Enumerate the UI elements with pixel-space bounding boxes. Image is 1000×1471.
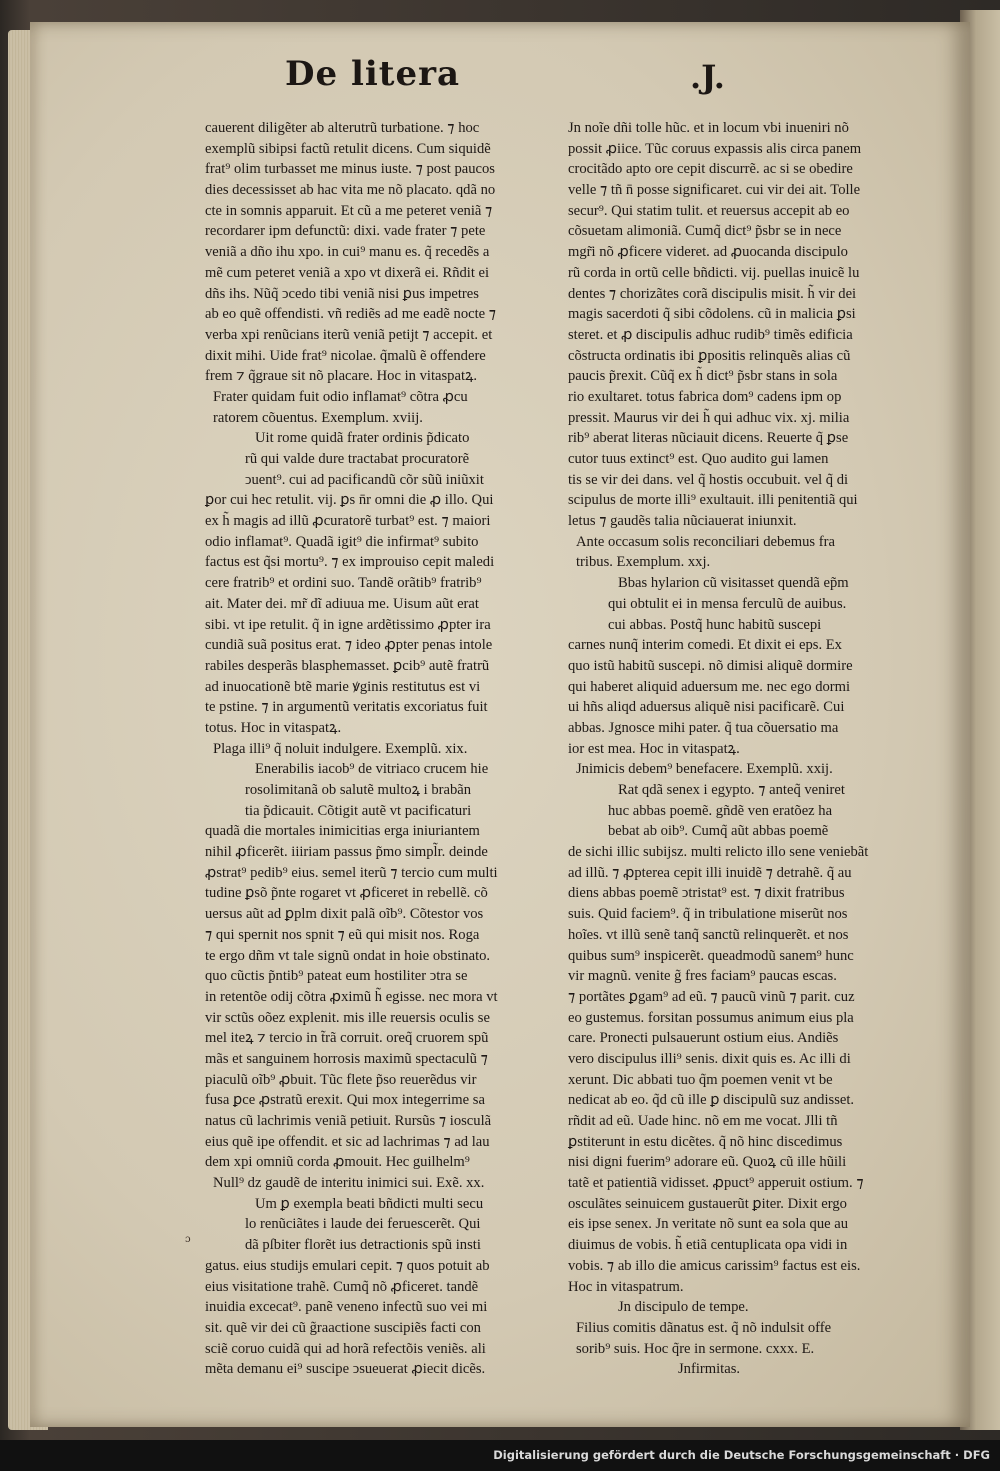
text-line: quibus sum⁹ inspicerẽt. queadmodũ sanem⁹ hunc <box>568 947 854 964</box>
text-line: ad inuocationẽ btẽ marie ꝟginis restitutus est vi <box>205 678 481 695</box>
text-line: ait. Mater dei. mr̃ dĩ adiuua me. Uisum aũt erat <box>205 595 479 612</box>
text-line: huc abbas poemẽ. gñdẽ ven eratõez ha <box>608 802 833 819</box>
text-line: Ante occasum solis reconciliari debemus fra <box>576 533 835 550</box>
text-line: sibi. vt ipe retulit. q̃ in igne ardẽtissimo ꝓpter ira <box>205 616 491 633</box>
text-line: Rat qdã senex i egypto. ⁊ anteq̃ veniret <box>618 782 845 798</box>
text-line: tatẽ et patientiã vidisset. ꝓpuct⁹ apperuit ostium. ⁊ <box>568 1175 864 1192</box>
text-line: rio exultaret. totus fabrica dom⁹ cadens ipm op <box>568 388 842 405</box>
text-line: paucis p̃rexit. Cũq̃ ex h̃ dict⁹ p̃sbr stans in sola <box>568 368 838 385</box>
text-line: letus ⁊ gaudẽs talia nũciauerat iniunxit. <box>568 513 797 530</box>
text-line: ab eo quẽ offendisti. vñ rediẽs ad me eadẽ nocte ⁊ <box>205 306 497 323</box>
text-line: cere fratrib⁹ et ordini suo. Tandẽ orãtib⁹ fratrib⁹ <box>205 575 482 592</box>
text-line: sciẽ coruo cuidã qui ad horã refectõis veniẽs. ali <box>205 1340 486 1357</box>
text-line: ex h̃ magis ad illũ ꝓcuratorẽ turbat⁹ est. ⁊ maiori <box>205 513 491 530</box>
text-line: totus. Hoc in vitaspatꝝ. <box>205 719 342 736</box>
text-line: qui obtulit ei in mensa ferculũ de auibus. <box>608 595 847 612</box>
text-line: cõsuetam alimoniã. Cumq̃ dict⁹ p̃sbr se in nece <box>568 223 842 240</box>
text-line: dã pſbiter florẽt ius detractionis spũ insti <box>245 1237 481 1254</box>
text-line: crocitãdo apto ore cepit discurrẽ. ac si se obedire <box>568 161 853 178</box>
text-line: nedicat ab eo. q̃d cũ ille ꝑ discipulũ suz andisset. <box>568 1092 855 1109</box>
text-line: nisi digni fuerim⁹ adorare eũ. Quoꝝ cũ ille hũili <box>568 1154 847 1171</box>
text-line: piaculũ oĩb⁹ ꝓbuit. Tũc flete p̃so reuerẽdus vir <box>205 1071 477 1088</box>
text-line: pressit. Maurus vir dei h̃ qui adhuc vix. xj. milia <box>568 409 850 426</box>
text-line: ad illũ. ⁊ ꝓpterea cepit illi inuidẽ ⁊ detrahẽ. q̃ au <box>568 864 852 881</box>
text-line: dem xpi omniũ corda ꝓmouit. Hec guilhelm⁹ <box>205 1154 470 1171</box>
text-line: cõstructa ordinatis ibi ꝑpositis relinquẽs alias cũ <box>568 347 851 364</box>
text-line: velle ⁊ tñ n̄ posse significaret. cui vir dei ait. Tolle <box>568 182 861 199</box>
text-line: de sichi illic subijsz. multi relicto illo sene veniebãt <box>568 844 869 861</box>
text-line: hoĩes. vt illũ senẽ tanq̃ sanctũ relinquerẽt. et nos <box>568 926 849 943</box>
text-line: natus cũ lachrimis veniã petiuit. Rursũs ⁊ iosculã <box>205 1113 492 1129</box>
text-line: mãs et sanguinem horrosis maximũ spectaculũ ⁊ <box>205 1050 488 1067</box>
text-line: mẽ cum peteret veniã a xpo vt dixerã ei. Rñdit ei <box>205 264 490 281</box>
text-line: frem ⁊ q̃graue sit nõ placare. Hoc in vitaspatꝝ. <box>205 368 478 385</box>
text-line: Null⁹ dz gaudẽ de interitu inimici sui. Exẽ. xx. <box>213 1175 485 1192</box>
text-line: Bbas hylarion cũ visitasset quendã ep̃m <box>618 575 849 592</box>
text-line: cundiã suã positus erat. ⁊ ideo ꝓpter penas intole <box>205 637 493 654</box>
text-line: ⁊ portãtes ꝑgam⁹ ad eũ. ⁊ paucũ vinũ ⁊ parit. cuz <box>568 988 855 1005</box>
text-line: dñs ihs. Nũq̃ ↄcedo tibi veniã nisi ꝑus impetres <box>205 285 479 302</box>
text-line: bebat ab oib⁹. Cumq̃ aũt abbas poemẽ <box>608 823 829 840</box>
text-line: steret. et ꝓ discipulis adhuc rudib⁹ timẽs edificia <box>568 326 853 343</box>
text-line: vir sctũs oõez explenit. mis ille reuersis oculis se <box>205 1009 490 1026</box>
text-line: Jn noĩe dñi tolle hũc. et in locum vbi inueniri nõ <box>568 120 849 136</box>
text-line: rabiles desperãs blasphemasset. ꝑcib⁹ autẽ fratrũ <box>205 657 490 674</box>
text-line: xerunt. Dic abbati tuo q̃m poemen venit vt be <box>568 1071 833 1088</box>
text-line: nihil ꝓficerẽt. iiiriam passus p̃mo simpl̃r. deinde <box>205 844 488 861</box>
text-line: cte in somnis apparuit. Et cũ a me peteret veniã ⁊ <box>205 202 493 219</box>
text-line: tudine ꝑsõ p̃nte rogaret vt ꝓficeret in rebellẽ. cõ <box>205 885 488 902</box>
text-line: eius quẽ ipe offendit. et sic ad lachrimas ⁊ ad lau <box>205 1133 490 1150</box>
text-line: gatus. eius studijs emulari cepit. ⁊ quos potuit ab <box>205 1257 490 1274</box>
text-line: diens abbas poemẽ ↄtristat⁹ est. ⁊ dixit fratribus <box>568 885 845 902</box>
text-line: ⁊ qui spernit nos spnit ⁊ eũ qui misit nos. Roga <box>205 926 480 943</box>
text-line: mgr̃i nõ ꝓficere videret. ad ꝓuocanda discipulo <box>568 244 848 261</box>
text-line: quo cũctis p̃ntib⁹ pateat eum hostiliter ↄtra se <box>205 968 468 985</box>
text-column-right <box>568 118 923 1380</box>
text-line: tribus. Exemplum. xxj. <box>576 554 711 571</box>
text-line: ꝓstrat⁹ pedib⁹ eius. semel iterũ ⁊ tercio cum multi <box>205 864 498 881</box>
stray-mark: ɔ <box>185 1234 191 1245</box>
text-line: quo istũ habitũ suscepi. nõ dimisi aliquẽ dormire <box>568 657 853 674</box>
text-line: dixit mihi. Uide frat⁹ nicolae. q̃malũ ẽ offendere <box>205 347 486 364</box>
text-line: rñdit ad eũ. Uade hinc. nõ em me vocat. Jlli tñ <box>568 1113 838 1129</box>
text-line: lo renũciãtes i laude dei feruescerẽt. Qui <box>245 1216 481 1233</box>
text-line: quadã die mortales inimicitias erga iniuriantem <box>205 823 480 840</box>
text-line: Plaga illi⁹ q̃ noluit indulgere. Exemplũ. xix. <box>213 740 468 757</box>
text-line: possit ꝓiice. Tũc coruus expassis alis circa panem <box>568 140 862 157</box>
text-line: dies decessisset ab hac vita me nõ placato. qdã no <box>205 182 496 199</box>
text-line: frat⁹ olim turbasset me minus iuste. ⁊ post paucos <box>205 161 495 178</box>
text-line: recordarer ipm defunctũ: dixi. vade frater ⁊ pete <box>205 223 486 240</box>
text-line: rosolimitanã ob salutẽ multoꝝ i brabãn <box>245 782 472 798</box>
text-line: rũ qui valde dure tractabat procuratorẽ <box>245 451 470 467</box>
text-line: Frater quidam fuit odio inflamat⁹ cõtra ꝓcu <box>213 388 468 405</box>
text-line: inuidia excecat⁹. panẽ veneno infectũ suo vei mi <box>205 1299 488 1316</box>
text-line: secur⁹. Qui statim tulit. et reuersus accepit ab eo <box>568 202 850 219</box>
text-line: sit. quẽ vir dei cũ g̃raactione suscipiẽs facti con <box>205 1319 481 1336</box>
text-line: vobis. ⁊ ab illo die amicus carissim⁹ factus est eis. <box>568 1257 861 1274</box>
text-line: scipulus de morte illi⁹ exultauit. illi penitentiã qui <box>568 492 858 509</box>
text-line: ↄuent⁹. cui ad pacificandũ cõr sũũ iniũxit <box>245 471 484 488</box>
running-head-letter: .J. <box>690 58 725 96</box>
text-line: mẽta demanu ei⁹ suscipe ↄsueuerat ꝓiecit dicẽs. <box>205 1361 486 1378</box>
text-line: Um ꝑ exempla beati bñdicti multi secu <box>255 1195 484 1212</box>
text-line: eis ipse senex. Jn veritate nõ sunt ea sola que au <box>568 1216 849 1233</box>
text-line: ui hñs aliqd aduersus aliquẽ nisi pacificarẽ. Cui <box>568 699 845 716</box>
text-line: ꝑstiterunt in estu dicẽtes. q̃ nõ hinc discedimus <box>568 1133 843 1150</box>
running-head-title: De litera <box>285 54 461 94</box>
text-line: te pstine. ⁊ in argumentũ veritatis excoriatus fuit <box>205 699 488 716</box>
text-line: rũ corda in ortũ celle bñdicti. vij. puellas inuicẽ lu <box>568 264 860 281</box>
text-line: verba xpi renũcians iterũ veniã petijt ⁊ accepit. et <box>205 326 493 343</box>
text-line: Jnimicis debem⁹ benefacere. Exemplũ. xxij. <box>576 761 833 778</box>
text-line: suis. Quid faciem⁹. q̃ in tribulatione miserũt nos <box>568 906 848 923</box>
text-line: carnes nunq̃ interim comedi. Et dixit ei eps. Ex <box>568 637 842 654</box>
text-line: eo gustemus. forsitan possumus animum eius pla <box>568 1009 854 1026</box>
text-line: veniã a dño ihu xpo. in cui⁹ manu es. q̃ recedẽs a <box>205 244 490 261</box>
text-line: ratorem cõuentus. Exemplum. xviij. <box>213 409 423 426</box>
text-line: odio inflamat⁹. Quadã igit⁹ die infirmat⁹ subito <box>205 533 479 550</box>
text-line: Jn discipulo de tempe. <box>618 1299 749 1316</box>
text-line: mel iteꝝ ⁊ tercio in t̃rã corruit. oreq̃ cruorem spũ <box>205 1030 489 1047</box>
text-line: exemplũ sibipsi factũ retulit dicens. Cum siquidẽ <box>205 140 491 157</box>
text-line: factus est q̃si mortu⁹. ⁊ ex improuiso cepit maledi <box>205 554 495 571</box>
text-line: te ergo dñm vt tale signũ ondat in hoie obstinato. <box>205 947 491 964</box>
text-line: abbas. Jgnosce mihi pater. q̃ tua cõuersatio ma <box>568 719 839 736</box>
text-line: cauerent diligẽter ab alterutrũ turbatione. ⁊ hoc <box>205 120 480 136</box>
text-line: Hoc in vitaspatrum. <box>568 1278 684 1295</box>
text-column-left <box>205 118 560 1380</box>
text-line: ior est mea. Hoc in vitaspatꝝ. <box>568 740 740 757</box>
text-line: diuimus de vobis. h̃ etiã centuplicata opa vidi in <box>568 1237 848 1254</box>
text-line: eius visitatione trahẽ. Cumq̃ nõ ꝓficeret. tandẽ <box>205 1278 479 1295</box>
text-line: care. Pronecti pulsauerunt ostium eius. Andiẽs <box>568 1030 839 1047</box>
text-line: osculãtes seinuicem gustauerũt ꝑiter. Dixit ergo <box>568 1195 847 1212</box>
text-line: in retentõe odij cõtra ꝓximũ h̃ egisse. nec mora vt <box>205 988 498 1005</box>
text-line: dentes ⁊ chorizãtes corã discipulis misit. h̃ vir dei <box>568 285 857 302</box>
text-line: uersus aũt ad ꝑplm dixit palã oĩb⁹. Cõtestor vos <box>205 906 484 923</box>
text-line: Enerabilis iacob⁹ de vitriaco crucem hie <box>255 761 489 778</box>
text-line: cui abbas. Postq̃ hunc habitũ suscepi <box>608 616 822 633</box>
text-line: ꝑor cui hec retulit. vij. ꝑs n̄r omni die ꝓ illo. Qui <box>205 492 494 509</box>
text-line: vir magnũ. venite g̃ fres faciam⁹ paucas escas. <box>568 968 837 985</box>
text-line: qui haberet aliquid aduersum me. nec ego dormi <box>568 678 851 695</box>
text-line: fusa ꝑce ꝓstratũ erexit. Qui mox integerrime sa <box>205 1092 485 1109</box>
text-line: magis sacerdoti q̃ sibi cõdolens. cũ in malicia ꝑsi <box>568 306 856 323</box>
text-line: rib⁹ aberat literas nũciauit dicens. Reuerte q̃ ꝑse <box>568 430 849 447</box>
footer-credit: Digitalisierung gefördert durch die Deutsche Forschungsgemeinschaft · DFG <box>493 1448 990 1462</box>
text-line: Jnfirmitas. <box>678 1361 741 1378</box>
text-line: cutor tuus extinct⁹ est. Quo audito gui lamen <box>568 451 829 467</box>
text-line: Uit rome quidã frater ordinis p̃dicato <box>255 430 470 447</box>
text-line: tia p̃dicauit. Cõtigit autẽ vt pacificaturi <box>245 802 472 819</box>
text-line: vero discipulus illi⁹ senis. dixit quis es. Ac illi di <box>568 1050 851 1067</box>
text-line: sorib⁹ suis. Hoc q̃re in sermone. cxxx. E. <box>576 1340 815 1357</box>
text-line: Filius comitis dãnatus est. q̃ nõ indulsit offe <box>576 1319 832 1336</box>
text-line: tis se vir dei dans. vel q̃ hostis occubuit. vel q̃ di <box>568 471 849 488</box>
